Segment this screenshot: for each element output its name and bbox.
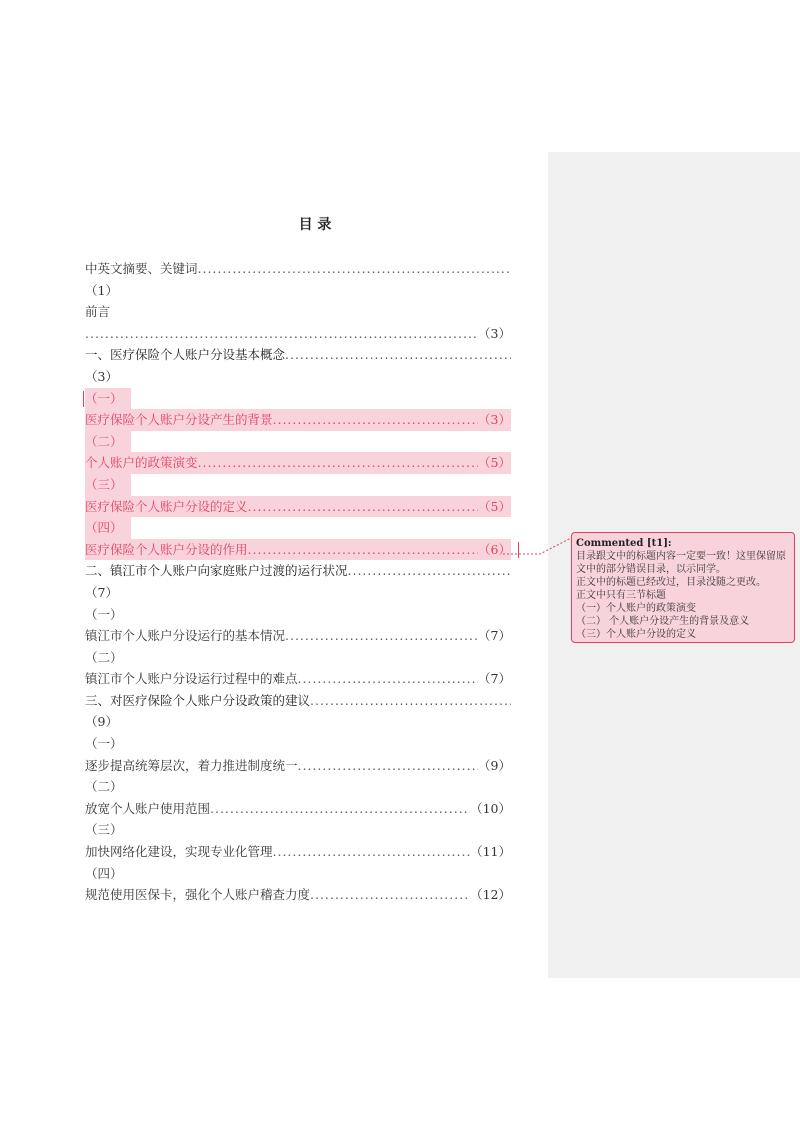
toc-entry-text: 医疗保险个人账户分设的定义 (85, 498, 248, 514)
comment-author: Commented [t1]: (576, 538, 672, 549)
toc-entry[interactable] (85, 884, 511, 906)
toc-entry-text: （三） (85, 822, 123, 838)
toc-entry-text: （三） (85, 474, 131, 496)
toc-entry-page (85, 582, 511, 604)
toc-subsection-label-highlighted[interactable] (85, 517, 511, 539)
toc-leader-dots (85, 323, 478, 345)
toc-subsection-label[interactable] (85, 733, 511, 755)
toc-entry-text: 逐步提高统筹层次，着力推进制度统一 (85, 757, 298, 773)
toc-subsection-label-highlighted[interactable] (85, 431, 511, 453)
comment-line: 文中的部分错误目录，以示同学。 (576, 564, 726, 575)
toc-entry-page (85, 366, 511, 388)
toc-page-number: （10） (470, 800, 511, 816)
toc-entry-preface[interactable] (85, 301, 511, 323)
toc-page-number: （7） (85, 584, 118, 600)
toc-subsection-label[interactable] (85, 819, 511, 841)
toc-subsection-label-highlighted[interactable] (85, 474, 511, 496)
toc-entry-chapter-3[interactable] (85, 690, 511, 712)
toc-entry-text: 三、对医疗保险个人账户分设政策的建议 (85, 692, 311, 708)
toc-entry-text: （四） (85, 865, 123, 881)
toc-page-number: （1） (85, 282, 118, 298)
toc-leader-dots (310, 690, 511, 712)
toc-leader-dots (210, 798, 470, 820)
toc-page-number: （9） (478, 757, 511, 773)
toc-leader-dots (198, 258, 511, 280)
toc-entry-page (85, 280, 511, 302)
toc-leader-dots (273, 409, 479, 431)
toc-entry-highlighted[interactable] (85, 409, 511, 431)
toc-page-number: （7） (478, 671, 511, 687)
toc-leader-dots (198, 452, 479, 474)
toc-entry-highlighted-commented[interactable] (85, 539, 511, 561)
toc-page-number: （3） (478, 412, 511, 428)
toc-entry-highlighted[interactable] (85, 496, 511, 518)
toc-entry-text: 镇江市个人账户分设运行过程中的难点 (85, 671, 298, 687)
toc-entry-text: （二） (85, 431, 131, 453)
toc-leader-dots (298, 668, 479, 690)
table-of-contents (85, 258, 511, 906)
toc-entry-preface-page (85, 323, 511, 345)
toc-leader-dots (310, 884, 470, 906)
toc-entry-text: 医疗保险个人账户分设的作用 (85, 541, 248, 557)
toc-entry-text: 规范使用医保卡，强化个人账户稽查力度 (85, 887, 311, 903)
comment-balloon[interactable] (571, 532, 795, 643)
toc-entry-page (85, 711, 511, 733)
toc-page-number: （11） (470, 844, 511, 860)
toc-entry[interactable] (85, 755, 511, 777)
toc-leader-dots (273, 841, 471, 863)
toc-page-number: （9） (85, 714, 118, 730)
comment-line: 正文中的标题已经改过，目录没随之更改。 (576, 577, 766, 588)
toc-leader-dots (285, 344, 511, 366)
toc-entry-text: （二） (85, 649, 123, 665)
toc-page-number: （7） (478, 628, 511, 644)
toc-page-number: （3） (478, 325, 511, 341)
toc-entry-text: 前言 (85, 304, 111, 320)
toc-entry[interactable] (85, 798, 511, 820)
toc-subsection-label[interactable] (85, 776, 511, 798)
toc-entry[interactable] (85, 625, 511, 647)
toc-leader-dots (298, 755, 479, 777)
toc-entry-text: （四） (85, 517, 131, 539)
comment-line: （三）个人账户分设的定义 (576, 629, 696, 640)
toc-entry-text: （一） (85, 736, 123, 752)
toc-entry-text: （二） (85, 779, 123, 795)
toc-entry-text: 加快网络化建设，实现专业化管理 (85, 844, 273, 860)
toc-entry-text: 中英文摘要、关键词 (85, 261, 198, 276)
toc-entry-text: （一） (85, 388, 131, 410)
toc-entry-text: 一、医疗保险个人账户分设基本概念 (85, 347, 286, 363)
toc-page-number: （5） (478, 498, 511, 514)
text-cursor (83, 391, 84, 407)
comment-line: 正文中只有三节标题 (576, 590, 666, 601)
toc-page-number: （3） (85, 368, 118, 384)
toc-page-number: （5） (478, 455, 511, 471)
toc-entry-abstract[interactable] (85, 258, 511, 280)
toc-leader-dots (348, 560, 511, 582)
comment-line: 目录跟文中的标题内容一定要一致！这里保留原 (576, 551, 786, 562)
toc-subsection-label[interactable] (85, 604, 511, 626)
toc-subsection-label-highlighted[interactable] (85, 388, 511, 410)
toc-entry[interactable] (85, 668, 511, 690)
toc-entry-text: 放宽个人账户使用范围 (85, 800, 211, 816)
comment-line: （二） 个人账户分设产生的背景及意义 (576, 616, 750, 627)
toc-entry-text: 二、镇江市个人账户向家庭账户过渡的运行状况 (85, 563, 348, 579)
toc-leader-dots (285, 625, 478, 647)
toc-page-number: （12） (470, 887, 511, 903)
comment-anchor-marker (518, 542, 519, 558)
toc-page-number: （6） (478, 541, 511, 557)
toc-entry-text: 医疗保险个人账户分设产生的背景 (85, 412, 273, 428)
toc-entry-chapter-1[interactable] (85, 344, 511, 366)
toc-entry-chapter-2[interactable] (85, 560, 511, 582)
toc-entry-text: （一） (85, 606, 123, 622)
toc-leader-dots (248, 539, 479, 561)
toc-entry[interactable] (85, 841, 511, 863)
comment-line: （一）个人账户的政策演变 (576, 603, 696, 614)
toc-title: 目 录 (298, 217, 332, 233)
toc-subsection-label[interactable] (85, 863, 511, 885)
toc-entry-text: 个人账户的政策演变 (85, 455, 198, 471)
toc-entry-highlighted[interactable] (85, 452, 511, 474)
toc-subsection-label[interactable] (85, 647, 511, 669)
toc-leader-dots (248, 496, 479, 518)
toc-entry-text: 镇江市个人账户分设运行的基本情况 (85, 628, 286, 644)
